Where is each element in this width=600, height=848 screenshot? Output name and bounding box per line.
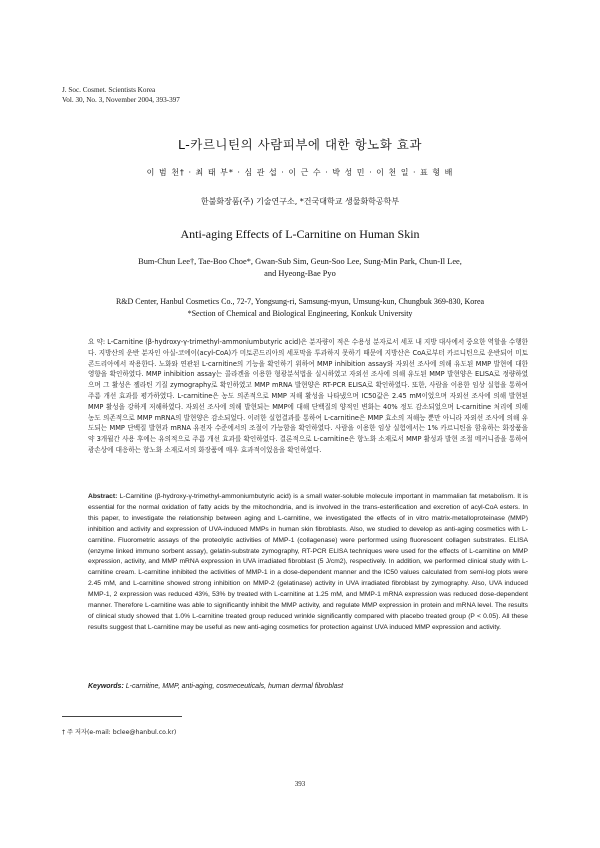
- korean-abstract-label: 요 약:: [88, 338, 106, 346]
- journal-volume: Vol. 30, No. 3, November 2004, 393-397: [62, 96, 180, 104]
- english-abstract-label: Abstract:: [88, 493, 118, 500]
- english-affiliation: [62, 296, 538, 319]
- english-authors-line-1: Bum-Chun Lee†, Tae-Boo Choe*, Gwan-Sub Sim, Geun-Soo Lee, Sung-Min Park, Chun-Il Lee,: [138, 257, 462, 266]
- korean-abstract-text: L-Carnitine (β-hydroxy-γ-trimethyl-ammoniumbutyric acid)은 분자량이 적은 수용성 분자로서 세포 내 지방 대사에서 중요한 역할을 수행한다. 지방산의 운반 분자인 아실-코에이(acyl-CoA)가 미토콘드리아의 세포막을 투과하지 못하기 때문에 지방산은 CoA로부터 카르니틴으로 운반되어 미토콘드리아에서 작용한다. 노화와 연관된 L-carnitine의 기능을 확인하기 위하여 MMP inhibition assay와 자외선 조사에 의해 유도된 MMP 발현에 대한 영향을 확인하였다. MMP inhibition assay는 콜라겐을 이용한 형광분석법을 실시하였고 자외선 조사에 의해 유도된 MMP 발현양은 ELISA로 정량하였으며 그 활성은 젤라틴 기질 zymography로 확인하였고 MMP mRNA 발현양은 RT-PCR ELISA로 확인하였다. 또한, 사람을 이용한 임상 실험을 통하여 주름 개선 효과를 평가하였다. L-carnitine은 농도 의존적으로 MMP 저해 활성을 나타냈으며 IC50값은 2.45 mM이었으며 자외선 조사에 의해 발현된 MMP 활성을 강하게 저해하였다. 자외선 조사에 의해 발현되는 MMP에 대해 단백질의 양적인 변화는 40% 정도 감소되었으며 L-carnitine 처리에 의해 농도 의존적으로 MMP mRNA의 발현양은 감소되었다. 이러한 실험결과를 통하여 L-carnitine은 MMP 효소의 저해능 뿐만 아니라 자외선 조사에 의해 유도되는 MMP 단백질 발현과 mRNA 유전자 수준에서의 조절이 가능함을 확인하였다. 사람을 이용한 임상 실험에서는 1% 카르니틴을 함유하는 화장품을 약 3개월간 사용 후에는 유의적으로 주름 개선 효과를 확인하였다. 결론적으로 L-carnitine은 항노화 소재로서 MMP 활성과 발현 조절 메커니즘을 통하여 광손상에 대응하는 항노화 소재로서의 화장품에 매우 효과적이었음을 확인하였다.: [88, 338, 528, 454]
- english-authors: [80, 256, 520, 280]
- korean-affiliation: 한불화장품(주) 기술연구소, *건국대학교 생물화학공학부: [200, 197, 400, 206]
- journal-name: J. Soc. Cosmet. Scientists Korea: [62, 86, 156, 94]
- english-abstract-text: L-Carnitine (β-hydroxy-γ-trimethyl-ammoniumbutyric acid) is a small water-soluble molecule important in mammalian fat metabolism. It is essential for the normal oxidation of fatty acids by the mitochondria, and is involved in the trans-esterification and excretion of acyl-CoA esters. In this paper, to investigate the relationship between aging and L-carnitine, we investigated the effects of in vitro matrix-metalloproteinase (MMP) inhibition and activity and expression of UVA-induced MMPs in human skin fibroblasts. Also, we studied to develop as anti-aging cosmetics with L-carnitine. Fluorometric assays of the proteolytic activities of MMP-1 (collagenase) were performed using fluorescent collagen substrates. ELISA (enzyme linked immuno sorbent assay), gelatin-substrate zymography, RT-PCR ELISA techniques were used for the effects of L-carnitine on MMP expression, activity, and MMP mRNA expression in UVA irradiated fibroblast (5 J/cm2), respectively. In addition, we performed clinical study with L-carnitine cream. L-carnitine inhibited the activities of MMP-1 in a dose-dependent manner and the IC50 values calculated from semi-log plots were 2.45 mM, and L-carnitine showed strong inhibition on MMP-2 (gelatinase) activity in UVA irradiated fibroblast by zymography. Also, UVA induced MMP-1, 2 expression was reduced 43%, 53% by treated with L-carnitine at 1.25 mM, and MMP-1 mRNA expression was reduced dose-dependent manner. Therefore L-carnitine was able to significantly inhibit the MMP activity, and regulate MMP expression in protein and mRNA level. The results of clinical study showed that 1.0% L-carnitine treated group reduced wrinkle significantly compared with placebo treated group (P < 0.05). All these results suggest that L-carnitine may be useful as new anti-aging cosmetics for protection against UVA induced MMP expression and activity.: [88, 493, 528, 631]
- keywords-text: L-carnitine, MMP, anti-aging, cosmeceuticals, human dermal fibroblast: [125, 683, 344, 690]
- keywords-label: Keywords:: [88, 683, 124, 690]
- english-affiliation-line-2: *Section of Chemical and Biological Engineering, Konkuk University: [187, 308, 413, 318]
- english-authors-line-2: and Hyeong-Bae Pyo: [264, 269, 336, 278]
- korean-abstract: [88, 337, 528, 456]
- english-title: Anti-aging Effects of L-Carnitine on Human Skin: [180, 227, 420, 241]
- english-abstract: [88, 492, 528, 634]
- english-affiliation-line-1: R&D Center, Hanbul Cosmetics Co., 72-7, Yongsung-ri, Samsung-myun, Umsung-kun, Chungbuk 369-830, Korea: [115, 297, 485, 306]
- keywords: [88, 683, 528, 690]
- korean-authors: 이 범 천† · 최 태 부* · 심 관 섭 · 이 근 수 · 박 성 민 · 이 천 일 · 표 형 배: [146, 168, 454, 177]
- journal-header: [62, 85, 180, 105]
- page-number: 393: [294, 780, 306, 788]
- footnote: † 주 저자(e-mail: bclee@hanbul.co.kr): [62, 729, 177, 736]
- footnote-divider: [62, 716, 182, 717]
- korean-title: L-카르니틴의 사람피부에 대한 항노화 효과: [178, 137, 422, 152]
